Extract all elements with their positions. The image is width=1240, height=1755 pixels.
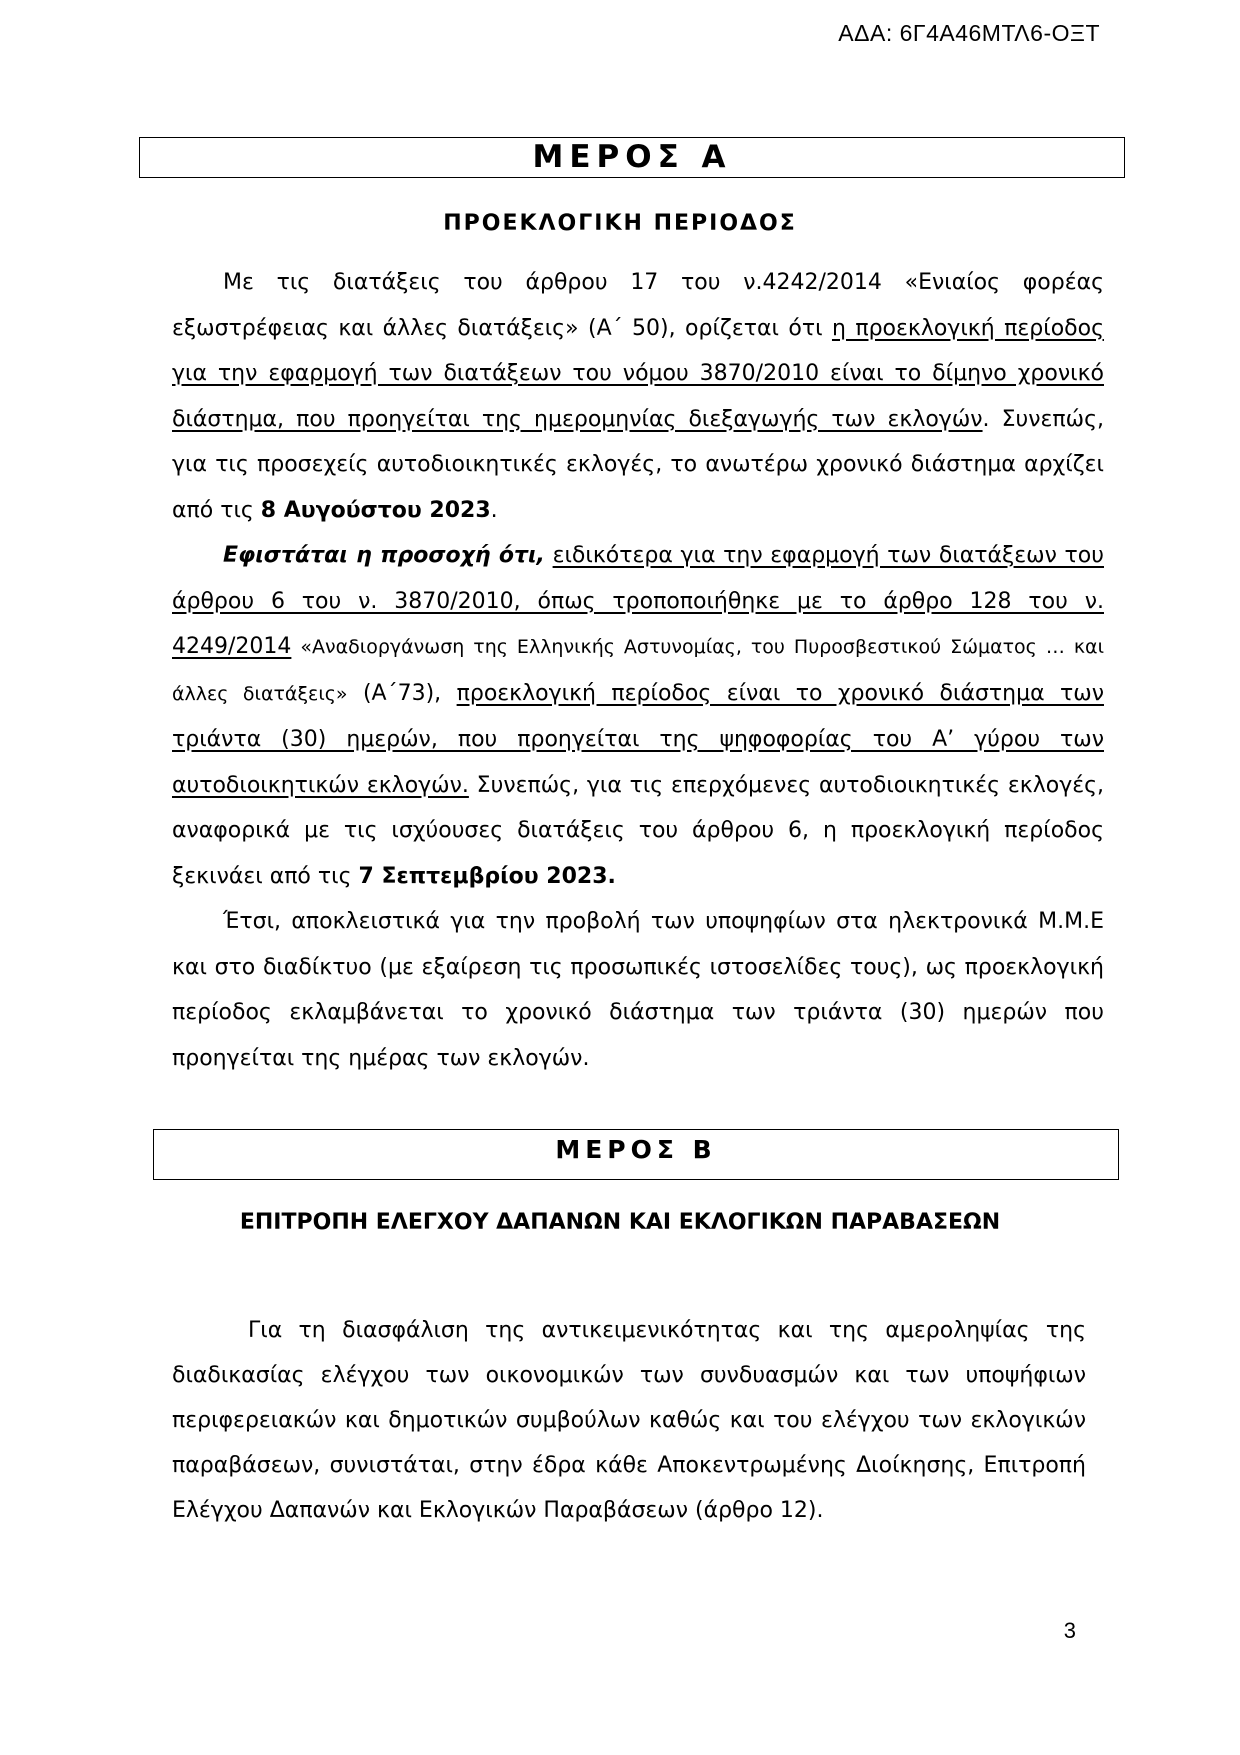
p1-date: 8 Αυγούστου 2023 <box>260 497 491 523</box>
part-a-body <box>172 260 1104 1081</box>
p2-law-title: «Αναδιοργάνωση της Ελληνικής Αστυνομίας, του Πυροσβεστικού Σώματος … και άλλες διατάξεις» <box>172 636 1104 705</box>
p1-text-1: Με τις διατάξεις του άρθρου 17 του ν.4242/2014 «Ενιαίος φορέας εξωστρέφειας και άλλες διατάξεις» (Α΄ 50), ορίζεται ότι <box>172 270 1104 341</box>
p2-date: 7 Σεπτεμβρίου 2023. <box>358 863 616 889</box>
p1-text-3: . <box>490 497 498 523</box>
part-b-title: ΜΕΡΟΣ Β <box>153 1129 1119 1180</box>
p2-underlined-2: προεκλογική περίοδος είναι το χρονικό διάστημα των τριάντα (30) ημερών, που προηγείται της ψηφοφορίας του Α’ γύρου των αυτοδιοικητικών εκλογών. <box>172 680 1104 798</box>
p2-space <box>545 543 553 568</box>
paragraph-4: Για τη διασφάλιση της αντικειμενικότητας και της αμεροληψίας της διαδικασίας ελέγχου των οικονομικών των συνδυασμών και των υποψήφιων περιφερειακών και δημοτικών συμβούλων καθώς και του ελέγχου των εκλογικών παραβάσεων, συνιστάται, στην έδρα κάθε Αποκεντρωμένης Διοίκησης, Επιτροπή Ελέγχου Δαπανών και Εκλογικών Παραβάσεων (άρθρο 12). <box>172 1318 1086 1523</box>
paragraph-1 <box>172 260 1104 533</box>
p2-attention: Εφιστάται η προσοχή ότι, <box>223 543 545 568</box>
part-a-title: ΜΕΡΟΣ Α <box>139 137 1125 178</box>
p2-text-1: (Α΄73), <box>347 680 457 706</box>
preelection-period-heading: ΠΡΟΕΚΛΟΓΙΚΗ ΠΕΡΙΟΔΟΣ <box>443 211 797 236</box>
p1-underlined: η προεκλογική περίοδος για την εφαρμογή των διατάξεων του νόμου 3870/2010 είναι το δίμηνο χρονικό διάστημα, που προηγείται της ημερομηνίας διεξαγωγής των εκλογών <box>172 315 1104 432</box>
paragraph-3: Έτσι, αποκλειστικά για την προβολή των υποψηφίων στα ηλεκτρονικά Μ.Μ.Ε και στο διαδίκτυο (με εξαίρεση τις προσωπικές ιστοσελίδες τους), ως προεκλογική περίοδος εκλαμβάνεται το χρονικό διάστημα των τριάντα (30) ημερών που προηγείται της ημέρας των εκλογών. <box>172 909 1104 1071</box>
part-b-body <box>172 1308 1086 1533</box>
page-number: 3 <box>1063 1618 1076 1643</box>
p1-text-2: . Συνεπώς, για τις προσεχείς αυτοδιοικητικές εκλογές, το ανωτέρω χρονικό διάστημα αρχίζει από τις <box>172 406 1105 523</box>
p2-underlined-1: ειδικότερα για την εφαρμογή των διατάξεων του άρθρου 6 του ν. 3870/2010, όπως τροποποιήθηκε με το άρθρο 128 του ν. 4249/2014 <box>172 543 1104 659</box>
paragraph-2 <box>172 533 1104 899</box>
committee-heading: ΕΠΙΤΡΟΠΗ ΕΛΕΓΧΟΥ ΔΑΠΑΝΩΝ ΚΑΙ ΕΚΛΟΓΙΚΩΝ ΠΑΡΑΒΑΣΕΩΝ <box>239 1210 1001 1235</box>
ada-code: ΑΔΑ: 6Γ4Α46ΜΤΛ6-ΟΞΤ <box>838 20 1100 46</box>
p2-text-2: Συνεπώς, για τις επερχόμενες αυτοδιοικητικές εκλογές, αναφορικά με τις ισχύουσες διατάξεις του άρθρου 6, η προεκλογική περίοδος ξεκινάει από τις <box>172 772 1105 889</box>
